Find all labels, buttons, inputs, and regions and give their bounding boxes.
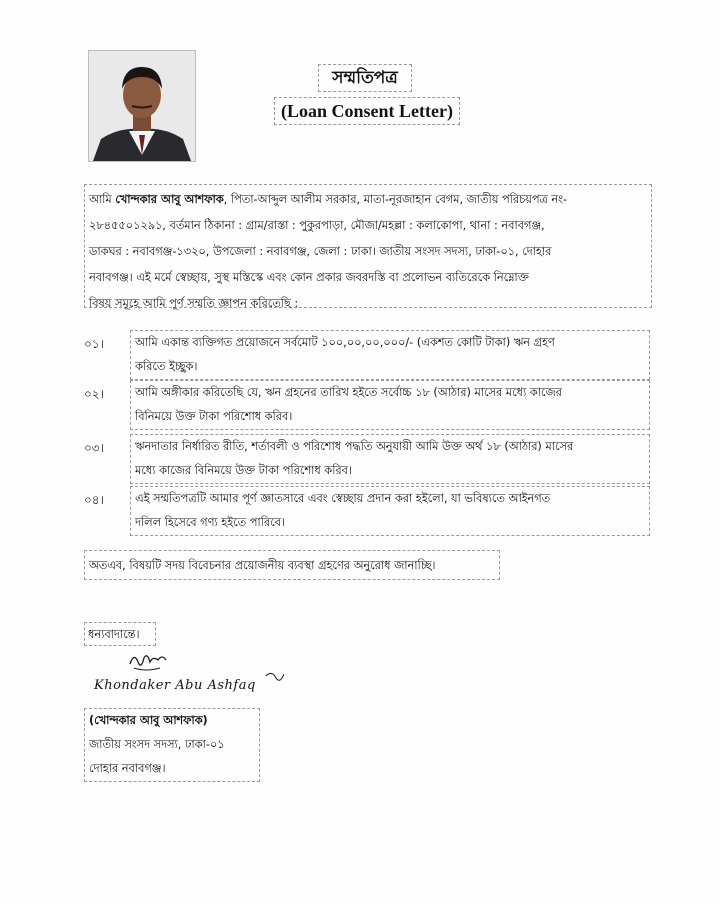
item-4-line-1: এই সম্মতিপত্রটি আমার পূর্ণ জ্ঞাতসারে এবং স্বেচ্ছায় প্রদান করা হইলো, যা ভবিষ্যতে আইনগত bbox=[135, 492, 551, 505]
item-text-4 bbox=[130, 486, 650, 536]
item-3-line-2: মধ্যে কাজের বিনিময়ে উক্ত টাকা পরিশোধ করিব। bbox=[135, 464, 352, 477]
item-number-3: ০৩। bbox=[84, 441, 104, 455]
intro-prefix: আমি bbox=[89, 193, 116, 206]
signer-block bbox=[84, 708, 260, 782]
item-2-line-2: বিনিময়ে উক্ত টাকা পরিশোধ করিব। bbox=[135, 410, 293, 423]
intro-line-1-rest: , পিতা-আব্দুল আলীম সরকার, মাতা-নূরজাহান বেগম, জাতীয় পরিচয়পত্র নং- bbox=[223, 193, 568, 206]
signer-area: দোহার নবাবগঞ্জ। bbox=[89, 762, 166, 775]
intro-line-1 bbox=[89, 187, 647, 213]
item-number-4: ০৪। bbox=[84, 493, 104, 507]
item-text-3 bbox=[130, 434, 650, 484]
item-2-line-1: আমি অঙ্গীকার করিতেছি যে, ঋন গ্রহনের তারিখ হইতে সর্বোচ্চ ১৮ (আঠার) মাসের মধ্যে কাজের bbox=[135, 386, 562, 399]
thanks-note: ধন্যবাদান্তে। bbox=[84, 622, 156, 646]
item-number-1: ০১। bbox=[84, 337, 104, 351]
title-english: (Loan Consent Letter) bbox=[274, 97, 460, 125]
item-1-line-2: করিতে ইচ্ছুক। bbox=[135, 360, 198, 373]
signer-name: (খোন্দকার আবু আশফাক) bbox=[89, 714, 208, 727]
item-text-1 bbox=[130, 330, 650, 380]
handwritten-signature bbox=[86, 650, 290, 702]
intro-line-2: ২৮৪৫৫০১২৯১, বর্তমান ঠিকানা : গ্রাম/রাস্তা : পুকুরপাড়া, মৌজা/মহল্লা : কলাকোপা, থানা : নবাবগঞ্জ, bbox=[89, 219, 545, 232]
intro-paragraph bbox=[84, 184, 652, 308]
intro-name: খোন্দকার আবু আশফাক bbox=[115, 193, 224, 206]
signature-name: Khondaker Abu Ashfaq bbox=[94, 678, 256, 693]
intro-line-5: বিষয় সমূহে আমি পূর্ণ সম্মতি জ্ঞাপন করিতেছি : bbox=[89, 297, 299, 310]
signer-title: জাতীয় সংসদ সদস্য, ঢাকা-০১ bbox=[89, 738, 225, 751]
item-text-2 bbox=[130, 380, 650, 430]
portrait-image bbox=[89, 51, 195, 161]
item-1-line-1: আমি একান্ত ব্যক্তিগত প্রয়োজনে সর্বমোট ১০০,০০,০০,০০০/- (একশত কোটি টাকা) ঋন গ্রহণ bbox=[135, 336, 555, 349]
portrait-photo bbox=[88, 50, 196, 162]
intro-line-4: নবাবগঞ্জ। এই মর্মে স্বেচ্ছায়, সুস্থ মস্তিস্কে এবং কোন প্রকার জবরদস্তি বা প্রলোভন ব্যতিরেকে নিম্নোক্ত bbox=[89, 271, 529, 284]
signature-scribble bbox=[86, 650, 290, 702]
item-3-line-1: ঋনদাতার নির্ধারিত রীতি, শর্তাবলী ও পরিশোধ পদ্ধতি অনুযায়ী আমি উক্ত অর্থ ১৮ (আঠার) মাসের bbox=[135, 440, 574, 453]
intro-line-3: ডাকঘর : নবাবগঞ্জ-১৩২০, উপজেলা : নবাবগঞ্জ, জেলা : ঢাকা। জাতীয় সংসদ সদস্য, ঢাকা-০১, দোহার bbox=[89, 245, 552, 258]
closing-request: অতএব, বিষয়টি সদয় বিবেচনার প্রয়োজনীয় ব্যবস্থা গ্রহণের অনুরোধ জানাচ্ছি। bbox=[84, 550, 500, 580]
item-4-line-2: দলিল হিসেবে গণ্য হইতে পারিবে। bbox=[135, 516, 285, 529]
item-number-2: ০২। bbox=[84, 387, 104, 401]
title-bangla: সম্মতিপত্র bbox=[318, 64, 412, 92]
